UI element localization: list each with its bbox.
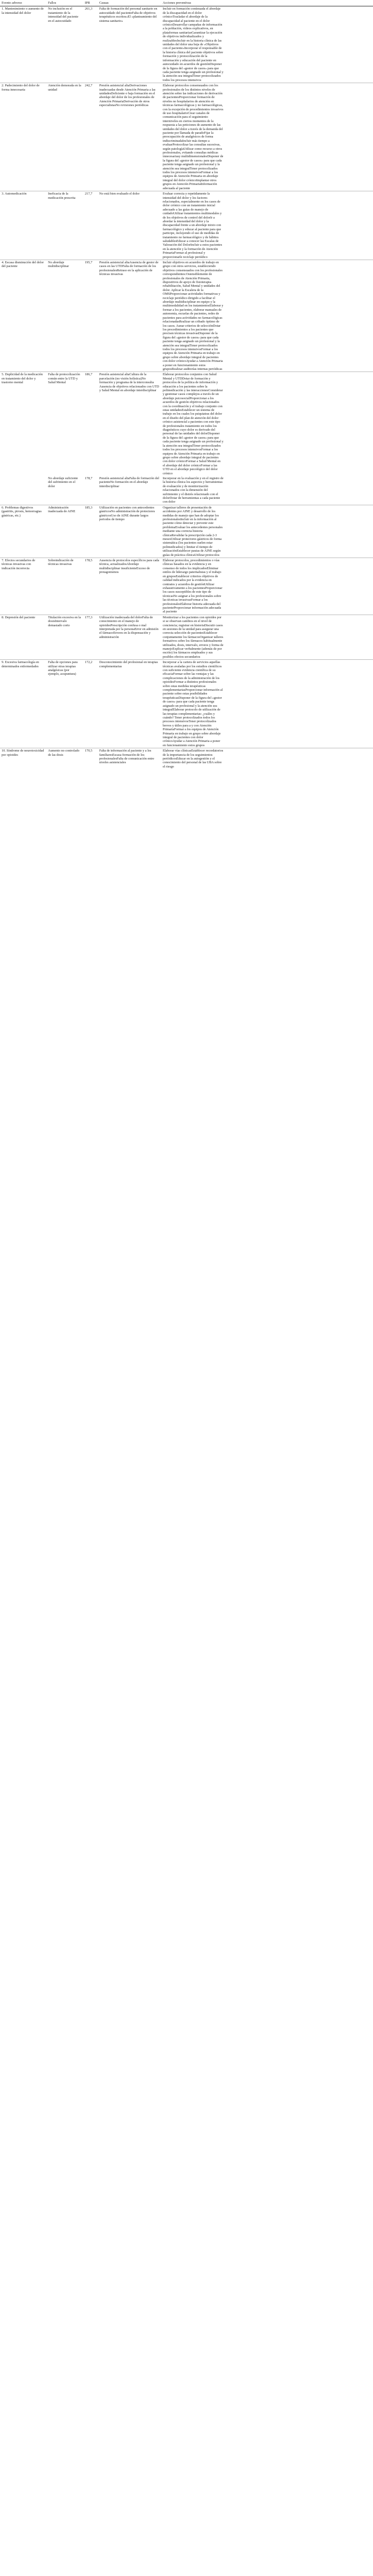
- cell-evento: 9. Excesiva farmacología en determinados enfermedades: [0, 660, 46, 748]
- cell-evento: 6. Problemas digestivos (gastritis, pirosis, hemorragias gástricas, etc.): [0, 505, 46, 558]
- cell-evento: 8. Depresión del paciente: [0, 615, 46, 659]
- table-header-row: [0, 0, 373, 6]
- cell-acciones: Monitorizar a los pacientes con opioides por si se observan cambios en el nivel de conciencia; registrar en historiaDiscutir casos en sesiones de la unidad para asegurar una correcta selección de pacientesEstablecer conjuntamente los fármacosOrganizar talleres formativos sobre los fármacos habitualmente utilizados, dosis, intervalo, errores y forma de manejoExplicar verbalmente (además de por escrito) los fármacos empleados y sus posibles efectos secundarios: [161, 615, 373, 659]
- cell-fallo: Administración inadecuada de AINE: [46, 505, 83, 558]
- cell-fallo: Ineficacia de la medicación prescrita: [46, 191, 83, 260]
- cell-ipr: 186,7: [83, 372, 98, 476]
- cell-fallo: Atención demorada en la unidad: [46, 83, 83, 191]
- cell-acciones: Elaborar protocolos consensuados con los profesionales de los distintos niveles de atención sobre las indicaciones de derivación de pacientesProporcionar formación de niveles no hospitalarios de atención en técnicas farmacológicas y no farmacológicas, con la excepción de procedimientos invasivos de uso hospitalarioCrear canales de comunicación para el seguimiento interniveles en ciertos momentos de la respuesta a las peticiones de aumento de las unidades del dolor a través de la demanda del paciente por llamada de paradoFijar la preocupación de analgésicos de forma indiscriminadaIncluir más tiempo a evaluarProtocolizar las consultas sucesivas, según patologíaUtilizar como recurso a otros profesionales, evitando consultas médicas innecesariasy multidimensionalesDisponer de la figura del «gestor de casos» para que cada paciente tenga asignado un profesional y la atención sea integralTener protocolizados todos los procesos intensivosFormar a los equipos de Atención Primaria en abordaje integral del dolor crónicoImplantar otros grupos en Atención PrimariaInformación adecuada al paciente: [161, 83, 373, 191]
- header-fallos: Fallos: [46, 0, 83, 6]
- header-causas: Causas: [98, 0, 161, 6]
- table-row: [0, 83, 373, 191]
- header-evento: Evento adverso: [0, 0, 46, 6]
- cell-ipr: 170,5: [83, 748, 98, 770]
- cell-ipr: 242,7: [83, 83, 98, 191]
- cell-causas: Desconocimiento del profesional en terapias complementarias: [98, 660, 161, 748]
- cell-causas: Utilización en pacientes con antecedentes gástricosNo administración de protectores gástricosUso de AINE durante largos periodos de tiempo: [98, 505, 161, 558]
- cell-ipr: 261,3: [83, 6, 98, 83]
- cell-fallo: Sobreindicación de técnicas invasivas: [46, 558, 83, 615]
- cell-acciones: Elaborar protocolos, procedimientos o vías clínicas basados en la evidencia y en consenso de todos los implicadosEliminar estilos de liderazgo paternalistas y el trabajo en gruposEstablecer criterios objetivos de calidad indicados por la evidencia en contratos y acuerdos de gestiónUtilizar exhaustivamente a los pacientesProporcionar los casos susceptibles de este tipo de técnicasNo asignar a los profesionales sobre las técnicas invasivasFormar a los profesionalesElaborar historia adecuada del pacienteProporcionar información adecuada al paciente: [161, 558, 373, 615]
- table-row: [0, 505, 373, 558]
- cell-evento: 1. Mantenimiento o aumento de la intensidad del dolor: [0, 6, 46, 83]
- cell-evento: 3. Automedicación: [0, 191, 46, 260]
- cell-acciones: Incluir en formación continuada el abordaje de la discapacidad en el dolor crónicoTrasladar el abordaje de la discapacidad al paciente en el dolor crónicoDesarrollar campañas de información a la población, vídeos explicativos, en plataformas sanitariasGarantizar la ejecución de objetivos individualizados y realizablesIncluir en la historia clínica de las unidades del dolor una hoja de «Objetivos con el paciente»Incorporar el responsable de la historia clínica del paciente objetivos sobre formación y protocolización de la información y educación del paciente en autocuidado en acuerdos de gestiónDisponer de la figura del «gestor de casos» para que cada paciente tenga asignado un profesional y la atención sea integralTener protocolizados todos los procesos intensivos: [161, 6, 373, 83]
- cell-causas: Presión asistencial altaAusencia de gestor de casos en las UTDFalta de formación de los profesionalesRetraso en la aplicación de técnicas invasivas: [98, 260, 161, 372]
- cell-acciones: Incorporar en la evaluación y en el registro de la historia clínica los aspectos y herramientas de evaluación y de monitorización relacionados con la dimensión del sufrimiento y el distrés relacionado con el dolorDotar de herramientas a cada paciente con dolor: [163, 476, 224, 504]
- cell-acciones: Evaluar correcta y repetidamente la intensidad del dolor y los factores relacionados, especialmente en los casos de dolor crónico con un tratamiento inicial adecuado a las guías de manejo de cuidadoUtilizar tratamientos multimodales y de los objetivos de control del dolorIr a abordar la intensidad del dolor y la discapacidad frente a un abordaje mixto con farmacológico y educar al paciente para que participe, incluyendo el uso de medidas de tratamiento no farmacológico y de hábitos saludablesEducar a conocer las Escalas de Valoración del DolorIncluir a estos pacientes en la atención y la formación de Atención PrimariaFormar al profesional y proporcionarle reciclaje periódico: [161, 191, 373, 260]
- cell-acciones: Organizar talleres de presentación de accidentes por AINE y desarrollo de los medidas de manejo que han de adoptar los profesionalesIncluir en la información al paciente cómo detectar y prevenir este problemaEvaluar los antecedentes personales mediante una correcta historia clínicaRevalidar la prescripción cada 2-3 mesesUtilizar protectores gástricos de forma sistemática (los pacientes suelen estar polimedicados) y limitar el tiempo de utilizaciónEstablecer pautas de AINE según guías de práctica clínicaUtilizar protocolos: [161, 505, 373, 558]
- cell-ipr: 185,3: [83, 505, 98, 558]
- cell-ipr: 177,3: [83, 615, 98, 659]
- cell-ipr: 217,7: [83, 191, 98, 260]
- table-row: [0, 191, 373, 260]
- table-row: [0, 476, 373, 505]
- cell-causas: Ausencia de protocolos específicos para cada técnica, actualizadosAbordaje multidisciplinar insuficienteExceso de protagonismos: [98, 558, 161, 615]
- cell-evento: 4. Escasa disminución del dolor del paciente: [0, 260, 46, 372]
- cell-causas: Falta de información al paciente y a los familiaresEscasa formación de los profesionalesFalta de comunicación entre niveles asistenciales: [98, 748, 161, 770]
- adverse-events-table: [0, 0, 373, 769]
- cell-fallo: Falta de opciones para utilizar otras terapias analgésicas (por ejemplo, acupuntura): [46, 660, 83, 748]
- cell-fallo: No abordaje multidisciplinar: [46, 260, 83, 372]
- cell-fallo: No abordaje suficiente del sufrimiento en el dolor: [48, 476, 78, 488]
- table-row: [0, 372, 373, 476]
- cell-evento: 7. Efectos secundarios de técnicas invasivas con indicación incorrecta: [0, 558, 46, 615]
- table-row: [0, 615, 373, 659]
- cell-fallo: No inclusión en el tratamiento de la intensidad del paciente en el autocuidado: [46, 6, 83, 83]
- cell-acciones: Elaborar vías clínicasEstablecer recordatorios de la importancia de los seguimientos periódicosEducar en la autogestión y el conocimiento del personal de las UBA sobre el riesgo: [161, 748, 373, 770]
- cell-fallo: Falta de protocolización común entre la UTD y Salud Mental: [46, 372, 83, 476]
- cell-evento: 10. Síndrome de neurotoxicidad por opioides: [0, 748, 46, 770]
- table-row: [0, 748, 373, 770]
- cell-evento: 2. Padecimiento del dolor de forma innecesaria: [0, 83, 46, 191]
- cell-evento: 5. Duplicidad de la medicación en tratamiento del dolor y trastorno mental: [0, 372, 46, 476]
- cell-ipr: 178,5: [83, 558, 98, 615]
- cell-causas: Presión asistencial altaCultura de la parcelación (no visión holística)No formación y programa de la interconsulta Ausencia de objetivos relacionados con UTD y Salud Mental en abordaje interdisciplinar: [98, 372, 161, 476]
- header-acciones: Acciones preventivas: [161, 0, 373, 6]
- cell-ipr: 195,7: [83, 260, 98, 372]
- table-row: [0, 660, 373, 748]
- cell-causas: No está bien evaluado el dolor: [98, 191, 161, 260]
- cell-causas: Presión asistencial altaDerivaciones inadecuadas desde Atención Primaria a las unidadesDeficiente o baja formación en el abordaje del dolor de los profesionales de Atención PrimariaDerivación de otros especialistasNo revisiones periódicas: [98, 83, 161, 191]
- cell-acciones: Incorporar a la cartera de servicios aquellas técnicas avaladas por los estudios científicos con suficiente evidencia científica de su eficaciaFormar sobre las ventajas y las complicaciones de la administración de los opioidesFormar a distintos profesionales sobre estas medidas terapéuticas complementariasProporcionar información al paciente sobre estas posibilidades terapéuticasDisponer de la figura del «gestor de casos» para que cada paciente tenga asignado un profesional y la atención sea integralElaborar protocolo de utilización de las terapias complementarias: ¿cuáles y cuándo? Tener protocolizados todos los procesos intensivosTener protocolizados breves y útiles para a y con Atención PrimariaFormar a los equipos de Atención Primaria en trabajo en grupo sobre abordaje integral de pacientes con dolor crónicoAyudar a Atención Primaria a poner en funcionamiento estos grupos: [161, 660, 373, 748]
- cell-fallo: Titulación excesiva en la dosisIntervalo demasiado corto: [46, 615, 83, 659]
- table-row: [0, 260, 373, 372]
- cell-evento: [0, 476, 46, 505]
- cell-acciones: Incluir objetivos en acuerdos de trabajo en grupo con otros servicios, estableciendo objetivos consensuados con los profesionales correspondientes:Ostensiblemente de profesionales de Atención Primaria, dispositivos de apoyo de fisioterapia-rehabilitación, Salud Mental y unidades del dolor. Aplicar la Escalera de la OMSProporcionar actividades formativas y reciclaje periódico dirigido a facilitar el abordaje multidisciplinar en equipo y la multimodalidad en los tratamientosElaborar y formar a los pacientes, elaborar manuales de autonomía, escuelas de pacientes, redes de pacientes para actividades no farmacológicas relacionadasRealizar un cribado óptimo de los casos. Aunar criterios de selecciónDotar los procedimientos a los pacientes que precisen técnicas invasivasDisponer de la figura del «gestor de casos» para que cada paciente tenga asignado un profesional y la atención sea integralTener protocolizados todos los procesos intensivosFormar a los equipos de Atención Primaria en trabajo en grupo sobre abordaje integral de pacientes con dolor crónicoAyudar a Atención Primaria a poner en funcionamiento estos gruposRealizar auditorías internas periódicas: [161, 260, 373, 372]
- header-ipr: IPR: [83, 0, 98, 6]
- cell-causas: Falta de formación del personal sanitario en autocuidado del pacienteFalta de objetivos terapéuticos escritos»El «planteamiento del sistema sanitario»: [98, 6, 161, 83]
- cell-ipr: 172,2: [83, 660, 98, 748]
- cell-acciones: Elaborar protocolos conjuntos con Salud Mental y UTDDotar de formación y protocolos de la política de información y educación a los pacientes sobre la polimedicación y las interaccionesConsiderar y gestionar casos complejos a través de un abordaje psicosocialProporcionar a los acuerdos de gestión objetivos relacionados con la coordinación y el trabajo conjunto con estas unidadesEstablecer un sistema de trabajo en los cuales los psiquiatras del dolor en el diseño del plan de atención del dolor crónico asistencial a pacientes con este tipo de profesionales tratamiento en todos los diagnósticos cuyo dolor es derivado del personal de las unidades del dolorDisponer de la figura del «gestor de casos» para que cada paciente tenga asignado un profesional y la atención sea integralTener protocolizados todos los procesos intensivosFormar a los equipos de Atención Primaria en trabajo en grupo sobre abordaje integral de pacientes con dolor crónicoFormar a Salud Mental en el abordaje del dolor crónicoFormar a las UTD en el abordaje psicológico del dolor crónico: [161, 372, 373, 476]
- table-row: [0, 6, 373, 83]
- cell-causas: Presión asistencial altaFalta de formación del pacienteNo formación en el abordaje interdisciplinar: [99, 476, 160, 488]
- table-row: [0, 558, 373, 615]
- cell-fallo: Aumento no controlado de las dosis: [46, 748, 83, 770]
- cell-causas: Utilización inadecuada del dolorFalta de conocimiento en el manejo de opioidesPrescripción confusa o mal interpretada por la personaError en admisión el fármacoErrores en la dispensación y administración: [98, 615, 161, 659]
- cell-ipr: 178,7: [85, 476, 92, 480]
